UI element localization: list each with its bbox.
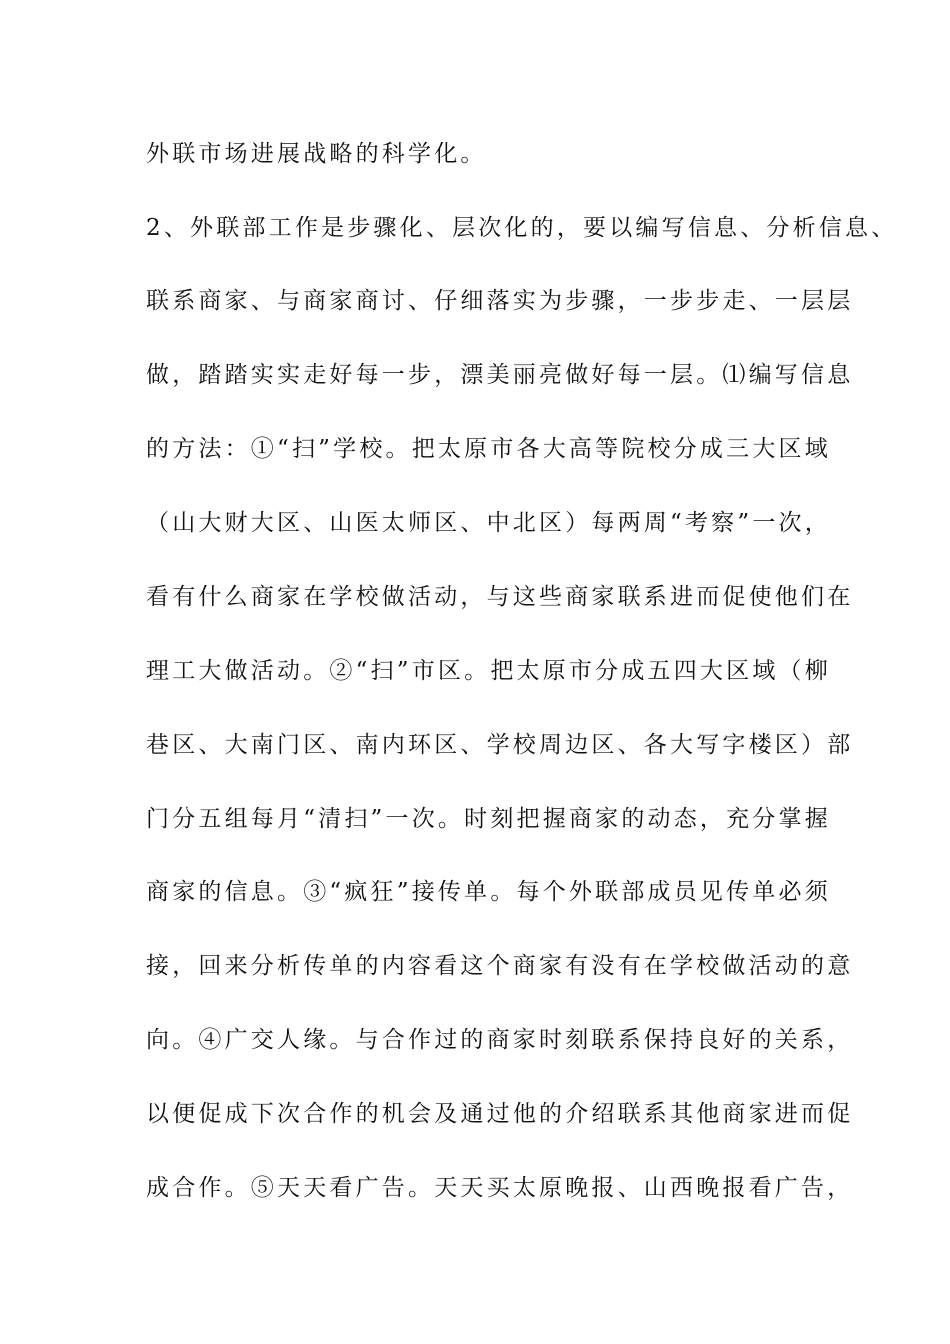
text-line: 商家的信息。③“疯狂”接传单。每个外联部成员见传单必须 — [146, 879, 831, 905]
text-line: 的方法：①“扫”学校。把太原市各大高等院校分成三大区域 — [146, 436, 831, 462]
text-line: 2、外联部工作是步骤化、层次化的，要以编写信息、分析信息、 — [146, 215, 898, 241]
text-line: 向。④广交人缘。与合作过的商家时刻联系保持良好的关系， — [146, 1027, 854, 1053]
text-line: 看有什么商家在学校做活动，与这些商家联系进而促使他们在 — [146, 584, 854, 610]
text-line: 巷区、大南门区、南内环区、学校周边区、各大写字楼区）部 — [146, 732, 854, 758]
text-line: 理工大做活动。②“扫”市区。把太原市分成五四大区域（柳 — [146, 658, 831, 684]
text-line: 接，回来分析传单的内容看这个商家有没有在学校做活动的意 — [146, 953, 854, 979]
text-line: 门分五组每月“清扫”一次。时刻把握商家的动态，充分掌握 — [146, 806, 831, 832]
text-line: 以便促成下次合作的机会及通过他的介绍联系其他商家进而促 — [146, 1101, 854, 1127]
text-line: 联系商家、与商家商讨、仔细落实为步骤，一步步走、一层层 — [146, 288, 854, 314]
text-line: （山大财大区、山医太师区、中北区）每两周“考察”一次， — [146, 510, 831, 536]
text-line: 外联市场进展战略的科学化。 — [146, 141, 487, 167]
text-line: 做，踏踏实实走好每一步，漂美丽亮做好每一层。⑴编写信息 — [146, 362, 854, 388]
text-line: 成合作。⑤天天看广告。天天买太原晚报、山西晚报看广告， — [146, 1175, 854, 1201]
